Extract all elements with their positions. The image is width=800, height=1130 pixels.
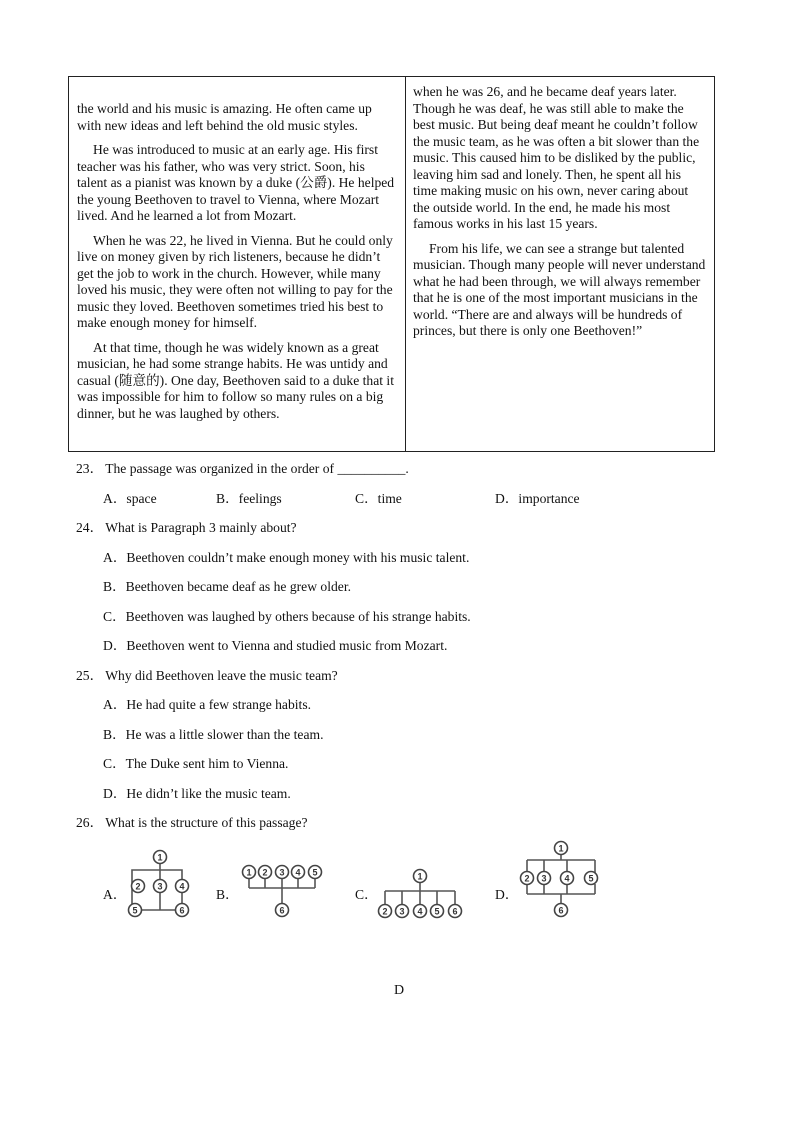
question-number: 26． xyxy=(76,815,104,830)
section-letter: D xyxy=(394,983,405,998)
option-letter: B． xyxy=(103,727,126,742)
diagram-node-label: 5 xyxy=(312,867,318,878)
option-text: space xyxy=(126,491,157,506)
diagram-node-label: 3 xyxy=(399,906,405,917)
diagram-node-label: 4 xyxy=(564,873,570,884)
option-letter: A． xyxy=(103,550,127,565)
diagram-node-label: 3 xyxy=(157,881,163,892)
structure-diagram-c[interactable] xyxy=(375,865,467,928)
structure-diagram-d[interactable] xyxy=(515,836,605,927)
question-24 xyxy=(76,516,297,536)
passage-paragraph: From his life, we can see a strange but talented musician. Though many people will never understand what he had been through, we will always remember that he is one of the most important musicians in the world. “There are and always will be hundreds of princes, but there is only one Beethoven!” xyxy=(413,240,706,338)
option-text: He was a little slower than the team. xyxy=(125,727,324,742)
option-24-d[interactable] xyxy=(103,634,447,654)
option-24-c[interactable] xyxy=(103,605,471,625)
diagram-node-label: 1 xyxy=(157,852,163,863)
diagram-node-label: 6 xyxy=(558,905,564,916)
option-letter: B． xyxy=(103,579,126,594)
question-text: What is Paragraph 3 mainly about? xyxy=(105,520,297,535)
diagram-node-label: 5 xyxy=(132,905,138,916)
question-text: What is the structure of this passage? xyxy=(105,815,308,830)
option-text: He didn’t like the music team. xyxy=(126,786,291,801)
option-25-d[interactable] xyxy=(103,782,291,802)
question-text: The passage was organized in the order of __________. xyxy=(105,461,409,476)
question-25 xyxy=(76,664,338,684)
option-text: Beethoven went to Vienna and studied music from Mozart. xyxy=(126,638,448,653)
diagram-node-label: 5 xyxy=(434,906,440,917)
option-letter: D． xyxy=(103,786,127,801)
option-text: Beethoven couldn’t make enough money with his music talent. xyxy=(126,550,470,565)
diagram-node-label: 1 xyxy=(417,871,423,882)
diagram-node-label: 2 xyxy=(524,873,530,884)
diagram-node-label: 2 xyxy=(135,881,141,892)
question-number: 23． xyxy=(76,461,104,476)
option-letter: B． xyxy=(216,491,239,506)
option-letter: D． xyxy=(495,491,519,506)
option-letter: C． xyxy=(103,756,126,771)
option-letter: D． xyxy=(103,638,127,653)
diagram-node-label: 4 xyxy=(179,881,185,892)
option-text: Beethoven became deaf as he grew older. xyxy=(125,579,351,594)
option-text: feelings xyxy=(238,491,282,506)
option-26-b-letter[interactable]: B． xyxy=(216,887,239,902)
structure-diagram-a[interactable] xyxy=(120,842,200,929)
option-text: importance xyxy=(518,491,580,506)
question-23 xyxy=(76,457,409,477)
option-26-c-letter[interactable]: C． xyxy=(355,887,378,902)
option-letter: A． xyxy=(103,491,127,506)
option-23-b[interactable] xyxy=(216,487,282,507)
option-24-a[interactable] xyxy=(103,546,469,566)
question-26 xyxy=(76,811,308,831)
option-25-a[interactable] xyxy=(103,693,311,713)
passage-paragraph: He was introduced to music at an early age. His first teacher was his father, who was very strict. Soon, his talent as a pianist was known by a duke (公爵). He helped the young Beethoven to travel to Vienna, where Mozart lived. And he learned a lot from Mozart. xyxy=(77,142,395,223)
diagram-node-label: 3 xyxy=(279,867,285,878)
diagram-node-label: 6 xyxy=(179,905,185,916)
passage-table xyxy=(68,76,715,452)
option-letter: C． xyxy=(103,609,126,624)
diagram-node-label: 6 xyxy=(279,905,285,916)
option-letter: C． xyxy=(355,491,378,506)
passage-paragraph: When he was 22, he lived in Vienna. But he could only live on money given by rich listeners, because he didn’t get the job to work in the church. However, while many loved his music, they were often not willing to pay for the music they loved. Beethoven sometimes tried his best to make enough money for himself. xyxy=(77,232,393,330)
option-23-a[interactable] xyxy=(103,487,157,507)
question-text: Why did Beethoven leave the music team? xyxy=(105,668,338,683)
option-26-d-letter[interactable]: D． xyxy=(495,887,519,902)
diagram-node-label: 4 xyxy=(295,867,301,878)
diagram-node-label: 1 xyxy=(246,867,252,878)
option-text: Beethoven was laughed by others because of his strange habits. xyxy=(125,609,471,624)
diagram-node-label: 4 xyxy=(417,906,423,917)
structure-diagram-b[interactable] xyxy=(237,858,329,927)
diagram-node-label: 1 xyxy=(558,843,564,854)
diagram-node-label: 2 xyxy=(262,867,268,878)
option-text: time xyxy=(377,491,402,506)
passage-paragraph: when he was 26, and he became deaf years later. Though he was deaf, he was still able to make the best music. But being deaf meant he couldn’t follow the music team, as he was often a bit slower than the music. This caused him to be disliked by the public, leaving him sad and lonely. Then, he spent all his time making music on his own, never caring about the outside world. In the end, he made his most famous works in his last 15 years. xyxy=(413,84,700,231)
passage-left-column xyxy=(69,77,406,451)
option-letter: A． xyxy=(103,697,127,712)
diagram-node-label: 6 xyxy=(452,906,458,917)
option-23-c[interactable] xyxy=(355,487,402,507)
question-number: 24． xyxy=(76,520,104,535)
option-24-b[interactable] xyxy=(103,575,351,595)
option-25-b[interactable] xyxy=(103,723,323,743)
diagram-node-label: 3 xyxy=(541,873,547,884)
passage-paragraph: At that time, though he was widely known as a great musician, he had some strange habits. He was untidy and casual (随意的). One day, Beethoven said to a duke that it was impossible for him to follow so many rules on a big dinner, but he was laughed by others. xyxy=(77,339,394,421)
option-text: He had quite a few strange habits. xyxy=(126,697,312,712)
option-text: The Duke sent him to Vienna. xyxy=(125,756,289,771)
option-26-a-letter[interactable]: A． xyxy=(103,887,127,902)
option-25-c[interactable] xyxy=(103,752,288,772)
diagram-node-label: 5 xyxy=(588,873,594,884)
option-23-d[interactable] xyxy=(495,487,580,507)
diagram-node-label: 2 xyxy=(382,906,388,917)
passage-right-column xyxy=(406,77,714,451)
passage-paragraph: the world and his music is amazing. He often came up with new ideas and left behind the old music styles. xyxy=(77,101,372,133)
question-number: 25． xyxy=(76,668,104,683)
